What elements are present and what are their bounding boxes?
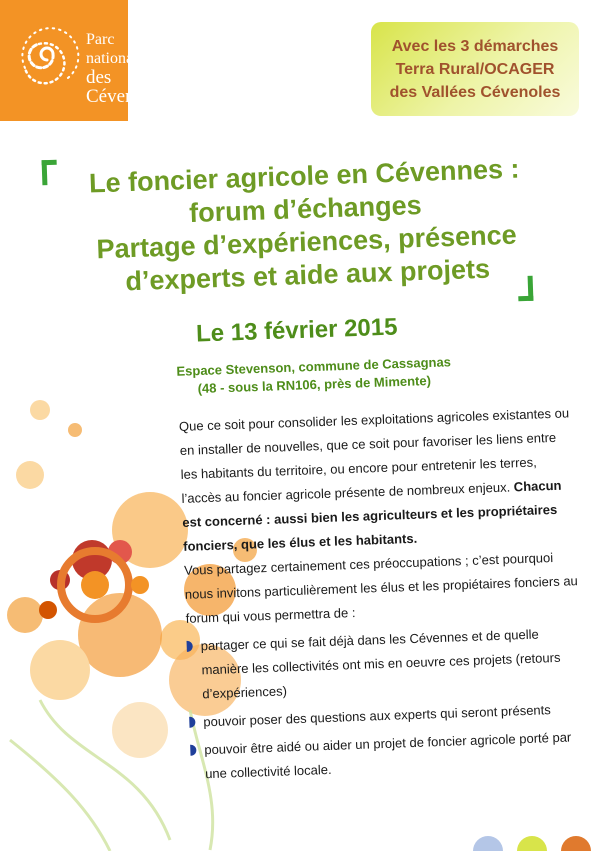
list-item-text: pouvoir poser des questions aux experts qui seront présents	[203, 702, 551, 730]
title-line-4: d’experts et aide aux projets	[124, 253, 491, 297]
bullet-icon	[190, 745, 196, 756]
logo-line-1: Parc national	[86, 31, 138, 67]
event-date: Le 13 février 2015	[195, 313, 398, 348]
badge-line-2: Terra Rural/OCAGER	[395, 60, 555, 78]
invite-paragraph: Vous partagez certainement ces préoccupations ; c’est pourquoi nous invitons particulièrement les élus et les propiétaires fonciers au forum qui vous permettra de :	[183, 550, 579, 626]
badge-line-1: Avec les 3 démarches	[391, 37, 559, 55]
list-item	[186, 621, 583, 707]
venue-line-2: (48 - sous la RN106, près de Mimente)	[197, 372, 432, 397]
title-line-1: Le foncier agricole en Cévennes :	[88, 153, 520, 199]
decorative-dots	[470, 830, 600, 851]
body-text	[179, 401, 587, 787]
title-line-3: Partage d’expériences, présence	[96, 219, 518, 265]
list-item-text: partager ce qui se fait déjà dans les Cévennes et de quelle manière les collectivités ont mis en oeuvre ces projets (retours d’expériences)	[200, 626, 561, 702]
list-item	[190, 725, 586, 787]
benefits-list	[186, 621, 586, 787]
quote-bracket-right-icon	[518, 276, 534, 302]
page-title	[34, 151, 578, 302]
bullet-icon	[189, 717, 195, 728]
swirl-logo-icon	[12, 18, 82, 98]
intro-paragraph	[179, 401, 579, 559]
list-item-text: pouvoir être aidé ou aider un projet de foncier agricole porté par une collectivité locale.	[204, 729, 572, 782]
badge-line-3: des Vallées Cévenoles	[389, 83, 561, 101]
intro-bold-text: Chacun est concerné : aussi bien les agriculteurs et les propriétaires fonciers, que les élus et les habitants.	[182, 477, 562, 554]
bullet-icon	[187, 641, 193, 652]
title-line-2: forum d’échanges	[188, 189, 423, 229]
partner-badge	[371, 22, 579, 116]
logo-line-2: des Cévennes	[86, 67, 160, 107]
logo-text	[86, 30, 160, 106]
park-logo	[0, 0, 160, 121]
intro-text: Que ce soit pour consolider les exploitations agricoles existantes ou en installer de nouvelles, que ce soit pour favoriser les liens entre les habitants du territoire, ou encore pour entretenir les terres, l’accès au foncier agricole présente de nombreux enjeux.	[178, 405, 570, 506]
venue-line-1: Espace Stevenson, commune de Cassagnas	[176, 354, 452, 379]
